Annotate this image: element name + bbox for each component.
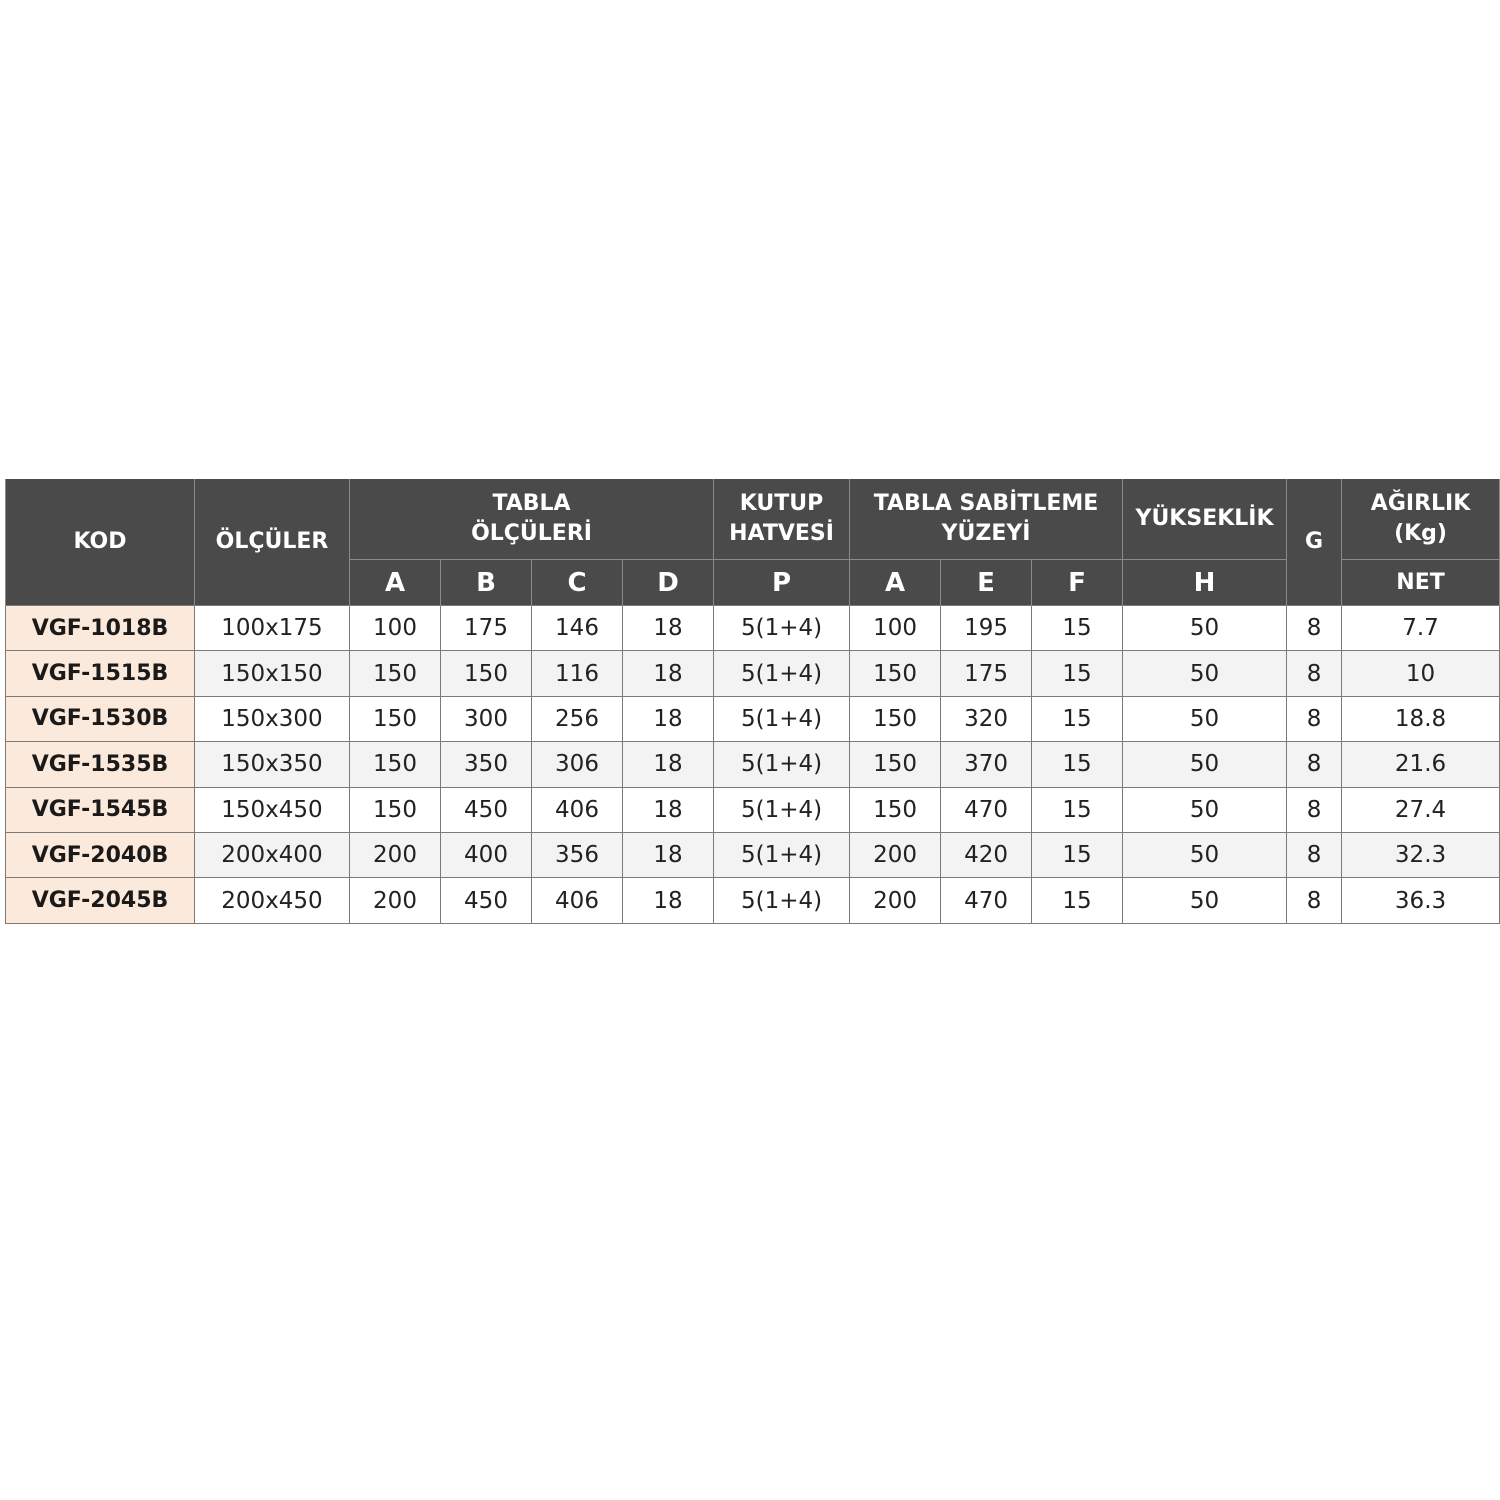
cell-olculer: 150x350 — [195, 742, 350, 787]
cell-kod: VGF-1535B — [6, 742, 195, 787]
cell-d: 18 — [623, 742, 714, 787]
header-kutup-line1: KUTUP — [739, 491, 824, 516]
header-olculer: ÖLÇÜLER — [195, 479, 350, 606]
subheader-net: NET — [1342, 560, 1500, 606]
cell-f: 15 — [1032, 878, 1123, 923]
header-kutup-hatvesi — [714, 479, 850, 560]
cell-p: 5(1+4) — [714, 651, 850, 696]
header-kutup-line2: HATVESİ — [729, 521, 834, 546]
header-kod: KOD — [6, 479, 195, 606]
cell-g: 8 — [1287, 832, 1342, 877]
table-row — [6, 832, 1500, 877]
cell-c: 306 — [532, 742, 623, 787]
header-sabitleme-line2: YÜZEYİ — [941, 521, 1031, 546]
header-row-main — [6, 479, 1500, 560]
cell-b: 350 — [441, 742, 532, 787]
header-sabitleme-line1: TABLA SABİTLEME — [873, 491, 1099, 516]
cell-net: 21.6 — [1342, 742, 1500, 787]
cell-g: 8 — [1287, 878, 1342, 923]
cell-p: 5(1+4) — [714, 878, 850, 923]
cell-kod: VGF-1018B — [6, 606, 195, 651]
cell-a: 200 — [350, 878, 441, 923]
cell-p: 5(1+4) — [714, 696, 850, 741]
header-agirlik — [1342, 479, 1500, 560]
cell-e: 370 — [941, 742, 1032, 787]
cell-d: 18 — [623, 651, 714, 696]
table-row — [6, 878, 1500, 923]
header-g: G — [1287, 479, 1342, 606]
cell-a: 100 — [350, 606, 441, 651]
cell-g: 8 — [1287, 696, 1342, 741]
table-row — [6, 787, 1500, 832]
cell-e: 420 — [941, 832, 1032, 877]
cell-a: 150 — [350, 651, 441, 696]
cell-f: 15 — [1032, 742, 1123, 787]
subheader-c: C — [532, 560, 623, 606]
cell-b: 175 — [441, 606, 532, 651]
table-row — [6, 651, 1500, 696]
cell-kod: VGF-2045B — [6, 878, 195, 923]
cell-f: 15 — [1032, 606, 1123, 651]
cell-b: 450 — [441, 878, 532, 923]
cell-h: 50 — [1123, 832, 1287, 877]
cell-h: 50 — [1123, 651, 1287, 696]
header-tabla-olculeri — [350, 479, 714, 560]
cell-d: 18 — [623, 878, 714, 923]
header-agirlik-line1: AĞIRLIK — [1370, 491, 1471, 516]
cell-p: 5(1+4) — [714, 606, 850, 651]
cell-a: 200 — [350, 832, 441, 877]
cell-f: 15 — [1032, 832, 1123, 877]
cell-f: 15 — [1032, 696, 1123, 741]
cell-b: 150 — [441, 651, 532, 696]
cell-e: 470 — [941, 787, 1032, 832]
cell-kod: VGF-2040B — [6, 832, 195, 877]
cell-a2: 150 — [850, 651, 941, 696]
cell-b: 400 — [441, 832, 532, 877]
header-tabla-olculeri-line1: TABLA — [492, 491, 571, 516]
subheader-a2: A — [850, 560, 941, 606]
cell-e: 195 — [941, 606, 1032, 651]
cell-c: 356 — [532, 832, 623, 877]
product-spec-table — [5, 479, 1500, 924]
cell-c: 146 — [532, 606, 623, 651]
cell-f: 15 — [1032, 787, 1123, 832]
cell-c: 406 — [532, 878, 623, 923]
cell-olculer: 150x300 — [195, 696, 350, 741]
cell-a2: 200 — [850, 878, 941, 923]
cell-c: 256 — [532, 696, 623, 741]
subheader-h: H — [1123, 560, 1287, 606]
cell-net: 10 — [1342, 651, 1500, 696]
cell-c: 116 — [532, 651, 623, 696]
table-row — [6, 606, 1500, 651]
cell-p: 5(1+4) — [714, 742, 850, 787]
table-row — [6, 696, 1500, 741]
header-yukseklik: YÜKSEKLİK — [1123, 479, 1287, 560]
header-tabla-sabitleme — [850, 479, 1123, 560]
cell-f: 15 — [1032, 651, 1123, 696]
subheader-a: A — [350, 560, 441, 606]
cell-h: 50 — [1123, 696, 1287, 741]
cell-b: 450 — [441, 787, 532, 832]
cell-g: 8 — [1287, 742, 1342, 787]
subheader-f: F — [1032, 560, 1123, 606]
cell-kod: VGF-1515B — [6, 651, 195, 696]
cell-a2: 150 — [850, 696, 941, 741]
cell-kod: VGF-1545B — [6, 787, 195, 832]
cell-e: 175 — [941, 651, 1032, 696]
cell-net: 32.3 — [1342, 832, 1500, 877]
cell-olculer: 200x450 — [195, 878, 350, 923]
cell-net: 18.8 — [1342, 696, 1500, 741]
cell-a2: 150 — [850, 787, 941, 832]
cell-net: 36.3 — [1342, 878, 1500, 923]
cell-g: 8 — [1287, 787, 1342, 832]
cell-d: 18 — [623, 832, 714, 877]
cell-h: 50 — [1123, 742, 1287, 787]
subheader-b: B — [441, 560, 532, 606]
cell-p: 5(1+4) — [714, 787, 850, 832]
header-tabla-olculeri-line2: ÖLÇÜLERİ — [471, 521, 592, 546]
cell-olculer: 100x175 — [195, 606, 350, 651]
cell-e: 320 — [941, 696, 1032, 741]
cell-a: 150 — [350, 787, 441, 832]
cell-c: 406 — [532, 787, 623, 832]
cell-a: 150 — [350, 696, 441, 741]
cell-a2: 200 — [850, 832, 941, 877]
cell-kod: VGF-1530B — [6, 696, 195, 741]
product-spec-table-container — [5, 479, 1499, 924]
cell-h: 50 — [1123, 787, 1287, 832]
cell-h: 50 — [1123, 878, 1287, 923]
cell-olculer: 150x150 — [195, 651, 350, 696]
cell-a2: 150 — [850, 742, 941, 787]
cell-net: 7.7 — [1342, 606, 1500, 651]
cell-d: 18 — [623, 606, 714, 651]
cell-h: 50 — [1123, 606, 1287, 651]
cell-e: 470 — [941, 878, 1032, 923]
cell-d: 18 — [623, 696, 714, 741]
cell-olculer: 200x400 — [195, 832, 350, 877]
table-row — [6, 742, 1500, 787]
cell-b: 300 — [441, 696, 532, 741]
cell-olculer: 150x450 — [195, 787, 350, 832]
table-body — [6, 606, 1500, 924]
header-agirlik-line2: (Kg) — [1394, 521, 1447, 546]
subheader-p: P — [714, 560, 850, 606]
cell-g: 8 — [1287, 606, 1342, 651]
cell-p: 5(1+4) — [714, 832, 850, 877]
cell-a: 150 — [350, 742, 441, 787]
cell-net: 27.4 — [1342, 787, 1500, 832]
cell-a2: 100 — [850, 606, 941, 651]
cell-g: 8 — [1287, 651, 1342, 696]
subheader-d: D — [623, 560, 714, 606]
subheader-e: E — [941, 560, 1032, 606]
cell-d: 18 — [623, 787, 714, 832]
